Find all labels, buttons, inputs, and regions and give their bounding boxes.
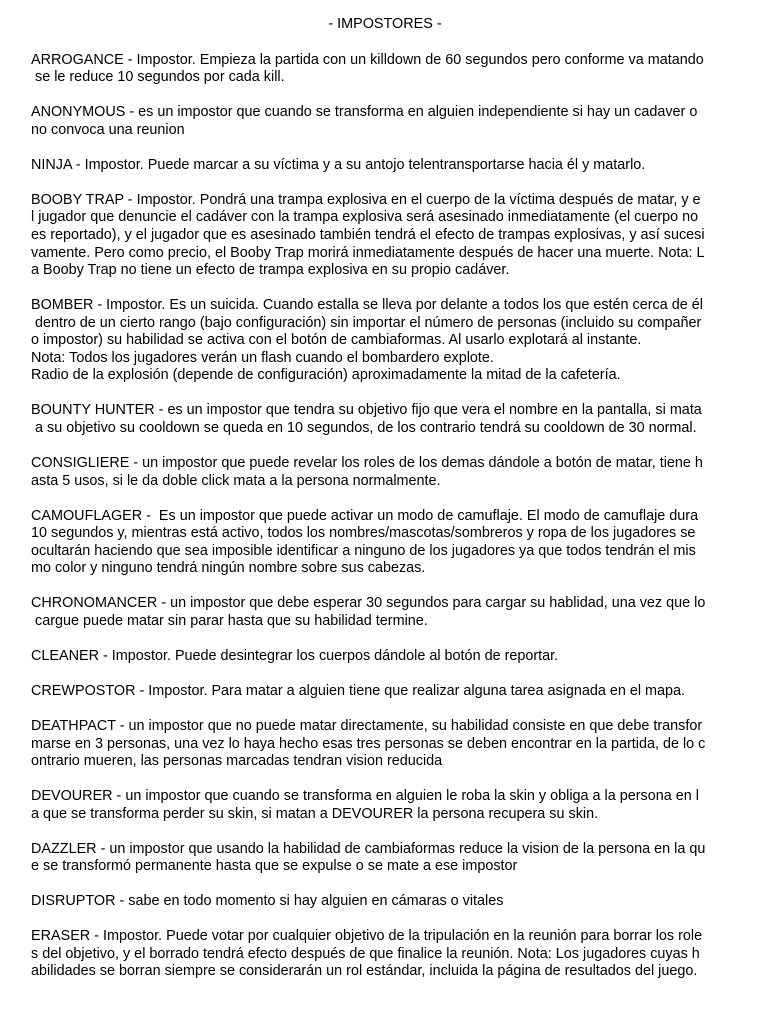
role-entry (31, 104, 739, 139)
role-entry-line: Radio de la explosión (depende de configuración) aproximadamente la mitad de la cafetería. (31, 367, 621, 384)
role-entry-line: ERASER - Impostor. Puede votar por cualquier objetivo de la tripulación en la reunión para borrar los role (31, 928, 703, 945)
role-entry-line: BOUNTY HUNTER - es un impostor que tendra su objetivo fijo que vera el nombre en la pantalla, si mata (31, 402, 702, 419)
role-entry-line: BOMBER - Impostor. Es un suicida. Cuando estalla se lleva por delante a todos los que estén cerca de él (31, 297, 703, 314)
role-entry-line: asta 5 usos, si le da doble click mata a la persona normalmente. (31, 472, 441, 489)
role-entry-line: s del objetivo, y el borrado tendrá efecto después de que finalice la reunión. Nota: Los jugadores cuyas h (31, 945, 700, 962)
role-entry-line: DAZZLER - un impostor que usando la habilidad de cambiaformas reduce la vision de la persona en la qu (31, 840, 706, 857)
role-entry-line: no convoca una reunion (31, 121, 185, 138)
role-entry-line: DISRUPTOR - sabe en todo momento si hay alguien en cámaras o vitales (31, 893, 504, 910)
role-entry-line: mo color y ninguno tendrá ningún nombre sobre sus cabezas. (31, 560, 426, 577)
role-entry (31, 157, 739, 175)
page-title: - IMPOSTORES - (328, 16, 442, 32)
role-entry (31, 718, 739, 771)
role-entry-line: ocultarán haciendo que sea imposible identificar a ninguno de los jugadores ya que todos tendrán el mis (31, 542, 696, 559)
role-entry-line: CREWPOSTOR - Impostor. Para matar a alguien tiene que realizar alguna tarea asignada en el mapa. (31, 682, 686, 699)
role-entry-line: vamente. Pero como precio, el Booby Trap morirá inmediatamente después de hacer una muerte. Nota: L (31, 244, 705, 261)
role-entry-line: abilidades se borran siempre se considerarán un rol estándar, incluida la página de resultados del juego. (31, 963, 698, 980)
role-entry (31, 192, 739, 280)
role-entry-line: Nota: Todos los jugadores verán un flash cuando el bombardero explote. (31, 349, 494, 366)
role-entry-line: cargue puede matar sin parar hasta que su habilidad termine. (31, 612, 428, 629)
role-entry-line: CONSIGLIERE - un impostor que puede revelar los roles de los demas dándole a botón de matar, tiene h (31, 455, 703, 472)
role-entry (31, 508, 739, 578)
role-entry (31, 928, 739, 981)
role-entry-line: ANONYMOUS - es un impostor que cuando se transforma en alguien independiente si hay un cadaver o (31, 104, 698, 121)
role-entry-line: DEVOURER - un impostor que cuando se transforma en alguien le roba la skin y obliga a la persona en l (31, 788, 699, 805)
role-entry-line: e se transformó permanente hasta que se expulse o se mate a ese impostor (31, 858, 518, 875)
role-entry-line: l jugador que denuncie el cadáver con la trampa explosiva será asesinado inmediatamente (el cuerpo no (31, 209, 699, 226)
role-entry-line: se le reduce 10 segundos por cada kill. (31, 69, 285, 86)
role-entry-line: DEATHPACT - un impostor que no puede matar directamente, su habilidad consiste en que debe transfor (31, 717, 703, 734)
role-entry (31, 595, 739, 630)
role-entry-line: 10 segundos y, mientras está activo, todos los nombres/mascotas/sombreros y ropa de los jugadores se (31, 525, 696, 542)
document-page (31, 16, 739, 998)
role-entry (31, 893, 739, 911)
role-entry-line: a Booby Trap no tiene un efecto de trampa explosiva en su propio cadáver. (31, 262, 510, 279)
role-entry (31, 297, 739, 385)
role-entry-line: a que se transforma perder su skin, si matan a DEVOURER la persona recupera su skin. (31, 805, 599, 822)
role-entry-line: CHRONOMANCER - un impostor que debe esperar 30 segundos para cargar su hablidad, una vez que lo (31, 595, 706, 612)
role-entry (31, 455, 739, 490)
role-entry (31, 648, 739, 666)
role-entry-line: dentro de un cierto rango (bajo configuración) sin importar el número de personas (incluido su compañer (31, 314, 702, 331)
role-entry-line: NINJA - Impostor. Puede marcar a su víctima y a su antojo telentransportarse hacia él y matarlo. (31, 156, 646, 173)
role-entry-line: marse en 3 personas, una vez lo haya hecho esas tres personas se deben encontrar en la partida, de lo c (31, 735, 706, 752)
role-entry-line: CLEANER - Impostor. Puede desintegrar los cuerpos dándole al botón de reportar. (31, 647, 559, 664)
role-entry (31, 683, 739, 701)
role-entry (31, 52, 739, 87)
role-entry-line: BOOBY TRAP - Impostor. Pondrá una trampa explosiva en el cuerpo de la víctima después de matar, y e (31, 191, 701, 208)
role-entry-line: CAMOUFLAGER - Es un impostor que puede activar un modo de camuflaje. El modo de camuflaje dura (31, 507, 699, 524)
role-entry (31, 402, 739, 437)
role-entry-line: a su objetivo su cooldown se queda en 10 segundos, de los contrario tendrá su cooldown de 30 normal. (31, 420, 697, 437)
role-entry-line: o impostor) su habilidad se activa con el botón de cambiaformas. Al usarlo explotará al instante. (31, 332, 642, 349)
role-entry (31, 841, 739, 876)
role-entry-line: es reportado), y el jugador que es asesinado también tendrá el efecto de trampas explosivas, y así sucesi (31, 226, 705, 243)
role-entry (31, 788, 739, 823)
role-list (31, 52, 739, 981)
role-entry-line: ontrario mueren, las personas marcadas tendran vision reducida (31, 753, 443, 770)
role-entry-line: ARROGANCE - Impostor. Empieza la partida con un killdown de 60 segundos pero conforme va matando (31, 51, 704, 68)
